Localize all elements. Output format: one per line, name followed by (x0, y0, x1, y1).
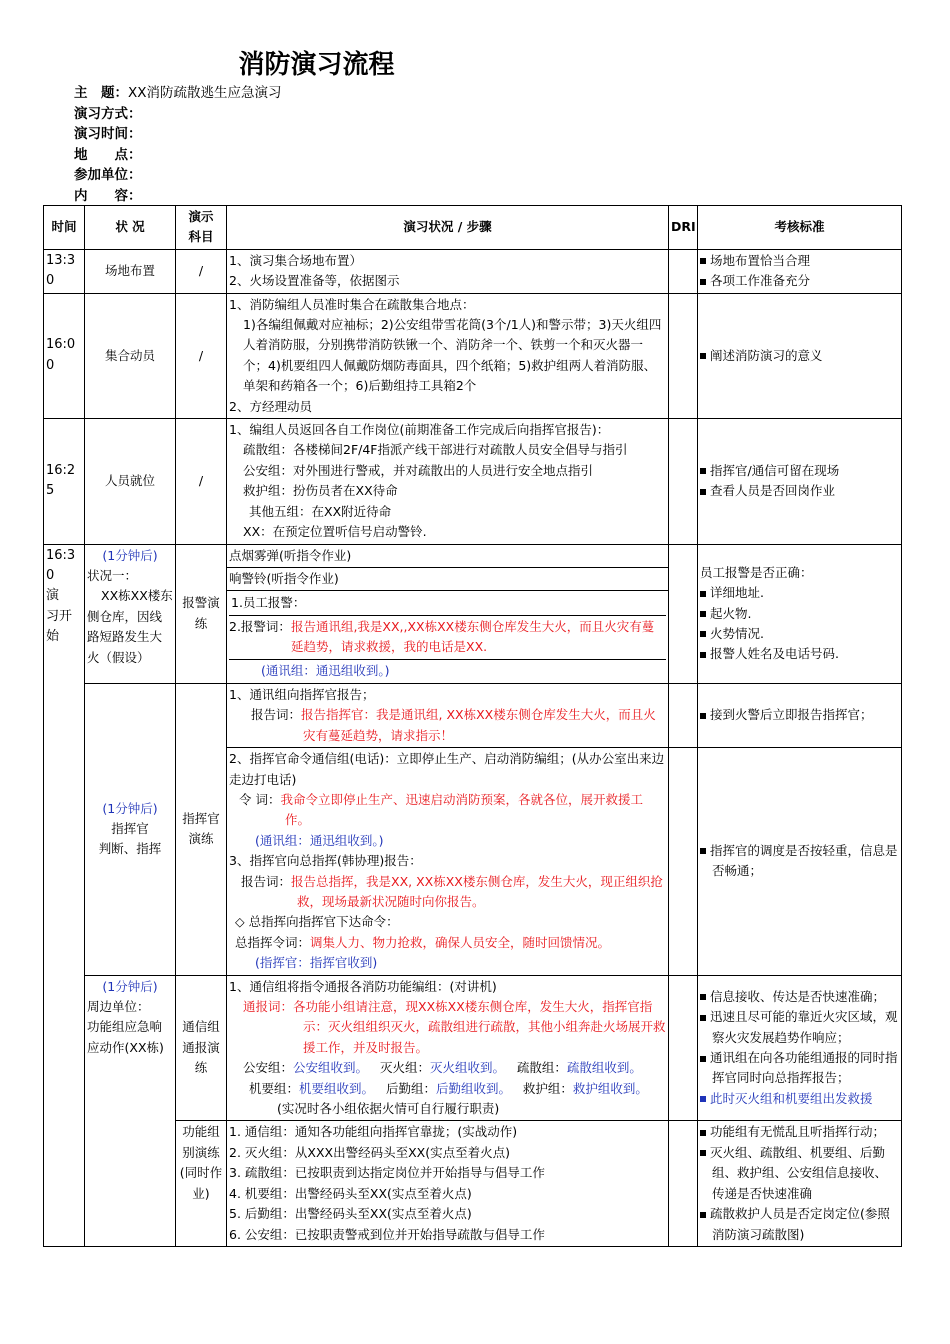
row-dri (669, 249, 698, 293)
row-criteria (698, 748, 902, 975)
row-status: (1分钟后) 状况一： XX栋XX楼东侧仓库，因线路短路发生大火（假设） (85, 544, 176, 683)
meta-topic: 主 题：XX消防疏散逃生应急演习 (74, 85, 282, 101)
square-bullet-icon (700, 713, 706, 719)
header-subject: 演示 科目 (176, 206, 227, 250)
row-dri (669, 748, 698, 975)
square-bullet-icon (700, 591, 706, 597)
square-bullet-icon (700, 1212, 706, 1218)
row-criteria (698, 419, 902, 544)
row-dri (669, 293, 698, 418)
square-bullet-icon (700, 1150, 706, 1156)
row-subject: 指挥官演练 (176, 683, 227, 975)
square-bullet-icon (700, 611, 706, 617)
criteria-item: 火势情况. (700, 624, 899, 644)
criteria-item: 灭火组、疏散组、机要组、后勤组、救护组、公安组信息接收、传递是否快速准确 (700, 1143, 899, 1204)
table-row (44, 249, 902, 293)
criteria-item: 报警人姓名及电话号码. (700, 644, 899, 664)
criteria-item: 指挥官的调度是否按轻重，信息是否畅通； (700, 841, 899, 882)
header-time: 时间 (44, 206, 85, 250)
row-steps: 点烟雾弹(听指令作业) 响警铃(听指令作业) 1.员工报警： 2.报警词：报告通讯组,我是XX,,XX栋XX楼东侧仓库发生大火，而且火灾有蔓延趋势，请求救援，我的电话是XX. (通讯组：通迅组收到。) (227, 544, 669, 683)
table-row (44, 293, 902, 418)
meta-block (74, 83, 282, 206)
page-title: 消防演习流程 (238, 50, 395, 80)
row-status: (1分钟后) 周边单位： 功能组应急响应动作(XX栋) (85, 975, 176, 1246)
criteria-item: 起火物. (700, 604, 899, 624)
row-criteria (698, 1121, 902, 1246)
table-row (44, 975, 902, 1121)
row-steps: 2、指挥官命令通信组(电话)：立即停止生产、启动消防编组；(从办公室出来边走边打电话) 令 词：我命令立即停止生产、迅速启动消防预案，各就各位，展开救援工作。 (通讯组：通迅组收到。) 3、指挥官向总指挥(韩协理)报告： 报告词：报告总指挥，我是XX, XX栋XX楼东侧仓库，发生大火，现正组织抢救，现场最新状况随时向你报告。 ◇ 总指挥向指挥官下达命令： 总指挥令词：调集人力、物力抢救，确保人员安全，随时回馈情况。 (指挥官：指挥官收到) (227, 748, 669, 975)
square-bullet-icon (700, 631, 706, 637)
criteria-item: 通讯组在向各功能组通报的同时指挥官同时向总指挥报告； (700, 1048, 899, 1089)
criteria-item: 此时灭火组和机要组出发救援 (700, 1089, 899, 1109)
table-header-row (44, 206, 902, 250)
row-dri (669, 419, 698, 544)
drill-table (43, 205, 902, 1247)
meta-content: 内 容： (74, 187, 142, 204)
square-bullet-icon (700, 1096, 706, 1102)
table-row (44, 419, 902, 544)
criteria-item: 迅速且尽可能的靠近火灾区域，观察火灾发展趋势作响应； (700, 1007, 899, 1048)
row-subject: 报警演练 (176, 544, 227, 683)
row-criteria (698, 975, 902, 1121)
row-steps: 1、通信组将指令通报各消防功能编组：(对讲机) 通报词：各功能小组请注意，现XX栋XX楼东侧仓库，发生大火，指挥官指示：灭火组组织灭火，疏散组进行疏散，其他小组奔赴火场展开救援工作，并及时报告。 公安组：公安组收到。 灭火组：灭火组收到。 疏散组：疏散组收到。 机要组：机要组收到。 后勤组：后勤组收到。 救护组：救护组收到。 (实况时各小组依据火情可自行履行职责) (227, 975, 669, 1121)
square-bullet-icon (700, 848, 706, 854)
row-subject: / (176, 293, 227, 418)
row-status: 人员就位 (85, 419, 176, 544)
meta-units: 参加单位： (74, 167, 142, 183)
row-status: 场地布置 (85, 249, 176, 293)
square-bullet-icon (700, 489, 706, 495)
row-time: 16:00 (44, 293, 85, 418)
square-bullet-icon (700, 279, 706, 285)
row-criteria: 员工报警是否正确： 详细地址. 起火物. 火势情况. 报警人姓名及电话号码. (698, 544, 902, 683)
table-row (44, 544, 902, 683)
square-bullet-icon (700, 1015, 706, 1021)
row-time: 13:30 (44, 249, 85, 293)
row-subject: / (176, 249, 227, 293)
row-time: 16:25 (44, 419, 85, 544)
square-bullet-icon (700, 652, 706, 658)
row-dri (669, 683, 698, 747)
header-status: 状 况 (85, 206, 176, 250)
meta-method: 演习方式： (74, 105, 142, 122)
criteria-item: 指挥官/通信可留在现场 (700, 461, 899, 481)
square-bullet-icon (700, 1130, 706, 1136)
square-bullet-icon (700, 994, 706, 1000)
criteria-item: 详细地址. (700, 583, 899, 603)
row-criteria (698, 249, 902, 293)
row-subject: / (176, 419, 227, 544)
row-time: 16:30 演 习开始 (44, 544, 85, 1246)
square-bullet-icon (700, 468, 706, 474)
criteria-item: 阐述消防演习的意义 (700, 346, 899, 366)
header-criteria: 考核标准 (698, 206, 902, 250)
criteria-item: 疏散救护人员是否定岗定位(参照消防演习疏散图) (700, 1204, 899, 1245)
row-dri (669, 975, 698, 1121)
criteria-item: 功能组有无慌乱且听指挥行动； (700, 1122, 899, 1142)
row-subject: 功能组别演练(同时作业) (176, 1121, 227, 1246)
row-dri (669, 1121, 698, 1246)
header-steps: 演习状况 / 步骤 (227, 206, 669, 250)
row-steps: 1. 通信组：通知各功能组向指挥官靠拢；(实战动作) 2. 灭火组：从XXX出警经码头至XX(实点至着火点) 3. 疏散组：已按职责到达指定岗位并开始指导与倡导工作 4. 机要组：出警经码头至XX(实点至着火点) 5. 后勤组：出警经码头至XX(实点至着火点) 6. 公安组：已按职责警戒到位并开始指导疏散与倡导工作 (227, 1121, 669, 1246)
criteria-item: 查看人员是否回岗作业 (700, 481, 899, 501)
row-steps: 1、消防编组人员准时集合在疏散集合地点： 1)各编组佩戴对应袖标；2)公安组带雪花筒(3个/1人)和警示带；3)天火组四人着消防服，分别携带消防铁锹一个、消防斧一个、铁剪一个和灭火器一个；4)机要组四人佩戴防烟防毒面具，四个纸箱；5)救护组两人着消防服、单架和药箱各一个；6)后勤组持工具箱2个 2、方经理动员 (227, 293, 669, 418)
row-steps: 1、演习集合场地布置） 2、火场设置准备等，依据图示 (227, 249, 669, 293)
row-status: (1分钟后) 指挥官 判断、指挥 (85, 683, 176, 975)
square-bullet-icon (700, 353, 706, 359)
criteria-item: 场地布置恰当合理 (700, 251, 899, 271)
alarm-report: 1.员工报警： 2.报警词：报告通讯组,我是XX,,XX栋XX楼东侧仓库发生大火，而且火灾有蔓延趋势，请求救援，我的电话是XX. (通讯组：通迅组收到。) (227, 591, 668, 683)
square-bullet-icon (700, 258, 706, 264)
row-steps: 1、通讯组向指挥官报告； 报告词：报告指挥官：我是通讯组, XX栋XX楼东侧仓库发生大火，而且火灾有蔓延趋势，请求指示！ (227, 683, 669, 747)
row-steps: 1、编组人员返回各自工作岗位(前期准备工作完成后向指挥官报告)： 疏散组：各楼梯间2F/4F指派产线干部进行对疏散人员安全倡导与指引 公安组：对外围进行警戒，并对疏散出的人员进行安全地点指引 救护组：扮伤员者在XX待命 其他五组：在XX附近待命 XX：在预定位置听信号启动警铃. (227, 419, 669, 544)
row-status: 集合动员 (85, 293, 176, 418)
criteria-item: 信息接收、传达是否快速准确； (700, 987, 899, 1007)
header-dri: DRI (669, 206, 698, 250)
row-dri (669, 544, 698, 683)
meta-location: 地 点： (74, 146, 142, 163)
row-criteria (698, 683, 902, 747)
table-row (44, 683, 902, 747)
row-criteria (698, 293, 902, 418)
criteria-item: 接到火警后立即报告指挥官； (700, 705, 899, 725)
criteria-item: 各项工作准备充分 (700, 271, 899, 291)
row-subject: 通信组通报演练 (176, 975, 227, 1121)
square-bullet-icon (700, 1056, 706, 1062)
meta-time: 演习时间： (74, 126, 142, 142)
